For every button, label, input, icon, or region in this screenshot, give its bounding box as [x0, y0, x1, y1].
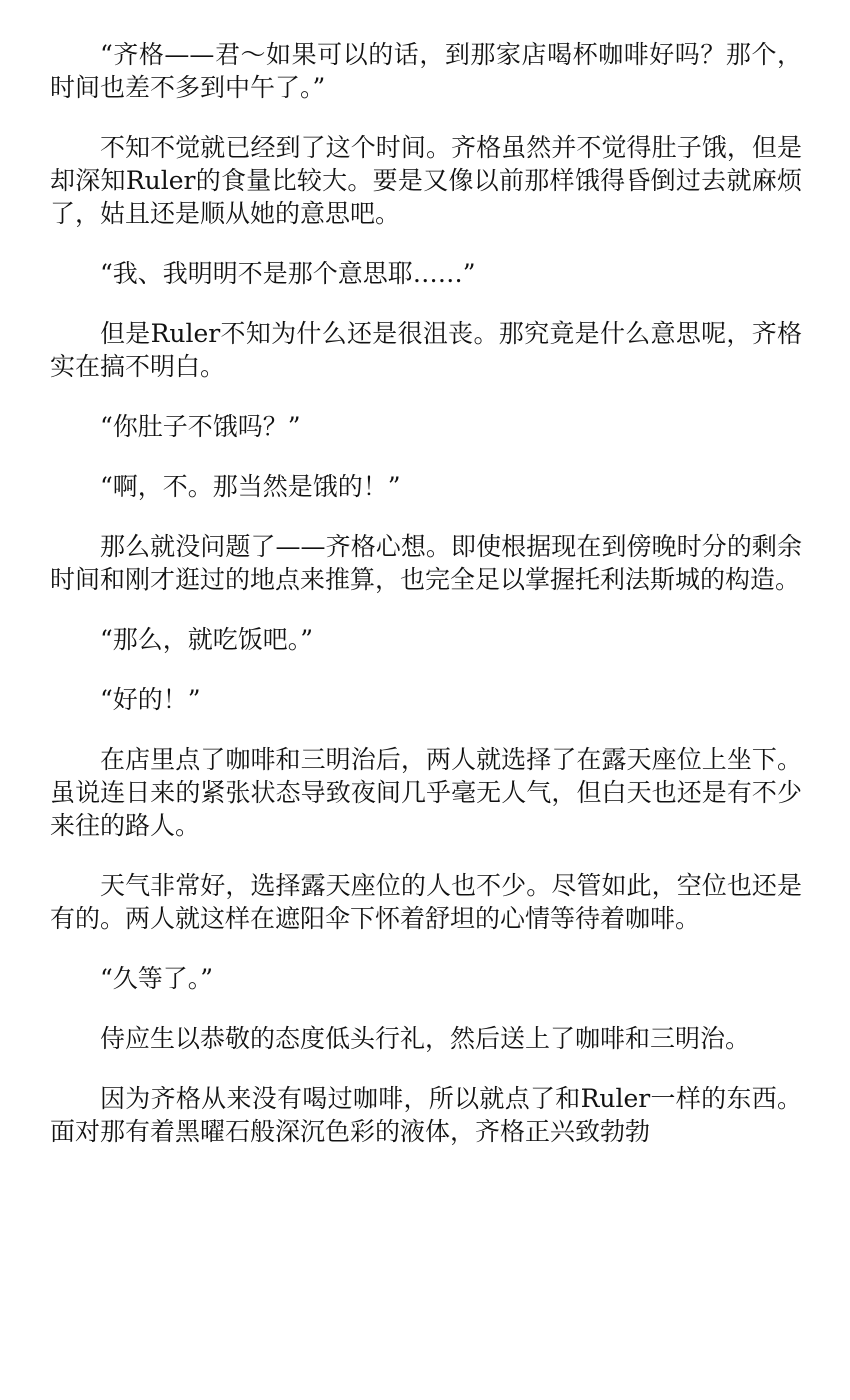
paragraph: 但是Ruler不知为什么还是很沮丧。那究竟是什么意思呢，齐格实在搞不明白。 — [50, 319, 802, 381]
paragraph: 在店里点了咖啡和三明治后，两人就选择了在露天座位上坐下。虽说连日来的紧张状态导致夜间几乎毫无人气，但白天也还是有不少来往的路人。 — [50, 745, 802, 840]
paragraph: “那么，就吃饭吧。” — [100, 625, 314, 654]
paragraph: “齐格——君～如果可以的话，到那家店喝杯咖啡好吗？那个，时间也差不多到中午了。” — [50, 40, 802, 102]
paragraph: “你肚子不饿吗？” — [100, 412, 301, 441]
paragraph: 因为齐格从来没有喝过咖啡，所以就点了和Ruler一样的东西。面对那有着黑曜石般深沉色彩的液体，齐格正兴致勃勃 — [50, 1084, 802, 1146]
paragraph: 天气非常好，选择露天座位的人也不少。尽管如此，空位也还是有的。两人就这样在遮阳伞下怀着舒坦的心情等待着咖啡。 — [50, 871, 802, 933]
paragraph: 那么就没问题了——齐格心想。即使根据现在到傍晚时分的剩余时间和刚才逛过的地点来推算，也完全足以掌握托利法斯城的构造。 — [50, 532, 802, 594]
paragraph: “好的！” — [100, 685, 201, 714]
paragraph: “我、我明明不是那个意思耶……” — [100, 259, 476, 288]
paragraph: 侍应生以恭敬的态度低头行礼，然后送上了咖啡和三明治。 — [100, 1024, 751, 1053]
paragraph: “啊，不。那当然是饿的！” — [100, 472, 401, 501]
paragraph: “久等了。” — [100, 964, 214, 993]
paragraph: 不知不觉就已经到了这个时间。齐格虽然并不觉得肚子饿，但是却深知Ruler的食量比较大。要是又像以前那样饿得昏倒过去就麻烦了，姑且还是顺从她的意思吧。 — [50, 133, 802, 228]
